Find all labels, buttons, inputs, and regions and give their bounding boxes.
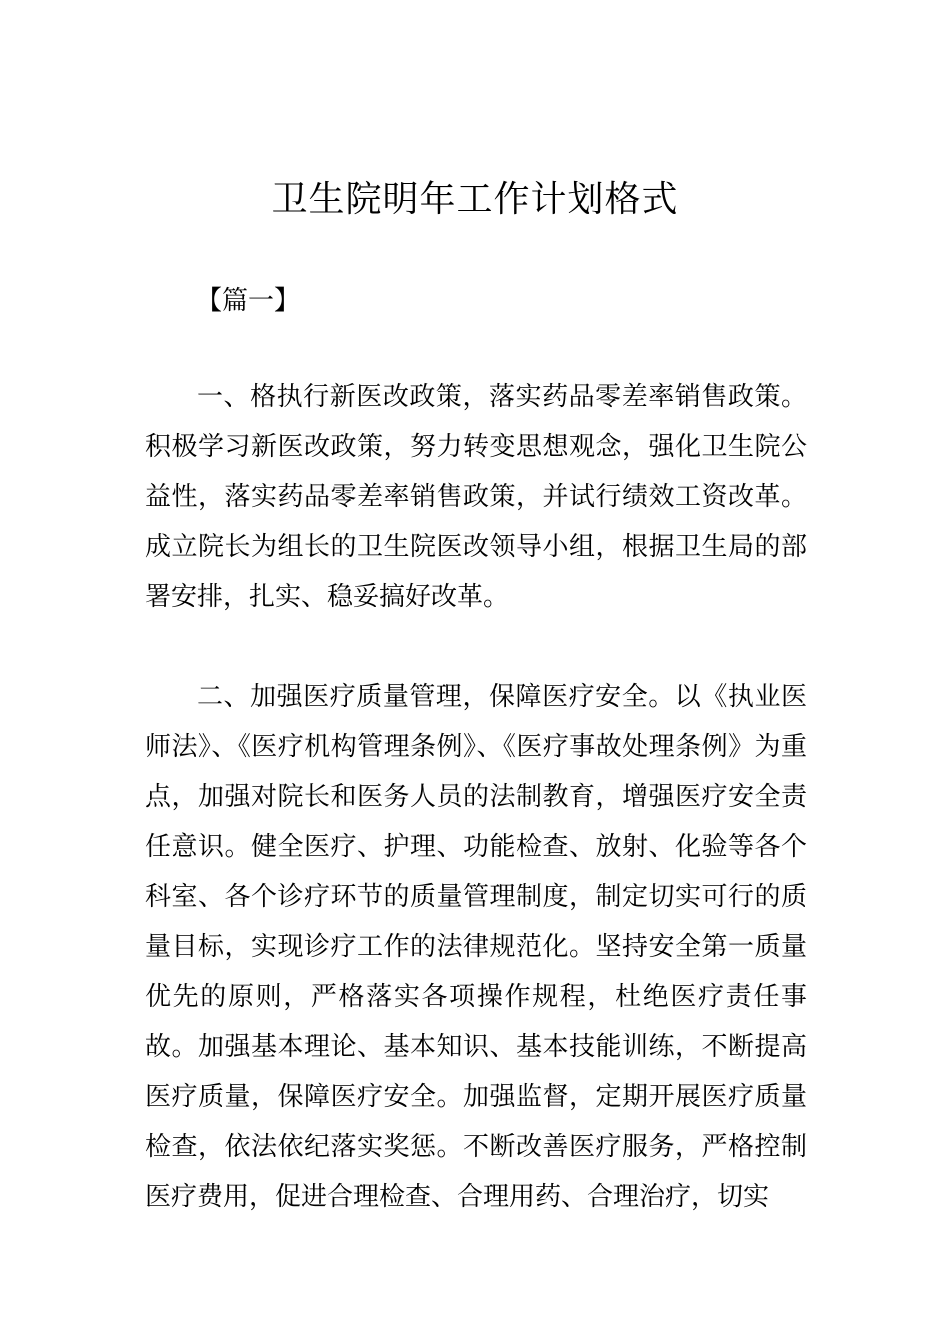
section-label: 【篇一】 (196, 286, 301, 316)
paragraph-1: 一、格执行新医改政策，落实药品零差率销售政策。积极学习新医改政策，努力转变思想观念，强化卫生院公益性，落实药品零差率销售政策，并试行绩效工资改革。成立院长为组长的卫生院医改领导小组，根据卫生局的部署安排，扎实、稳妥搞好改革。 (145, 382, 807, 612)
document-title: 卫生院明年工作计划格式 (271, 179, 679, 220)
paragraph-2: 二、加强医疗质量管理，保障医疗安全。以《执业医师法》、《医疗机构管理条例》、《医疗事故处理条例》为重点，加强对院长和医务人员的法制教育，增强医疗安全责任意识。健全医疗、护理、功能检查、放射、化验等各个科室、各个诊疗环节的质量管理制度，制定切实可行的质量目标，实现诊疗工作的法律规范化。坚持安全第一质量优先的原则，严格落实各项操作规程，杜绝医疗责任事故。加强基本理论、基本知识、基本技能训练，不断提高医疗质量，保障医疗安全。加强监督，定期开展医疗质量检查，依法依纪落实奖惩。不断改善医疗服务，严格控制医疗费用，促进合理检查、合理用药、合理治疗，切实 (145, 682, 807, 1212)
